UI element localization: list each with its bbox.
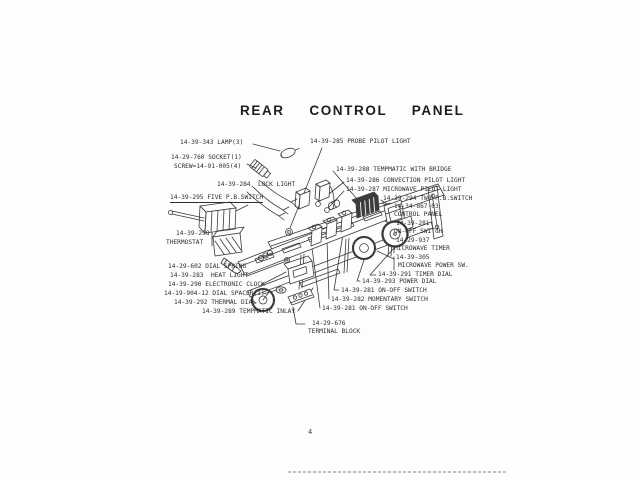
callout-tempmatic-inlay: 14-39-289 TEMPMATIC INLAY [202,308,296,315]
callout-momentary-switch: 14-39-282 MOMENTARY SWITCH [331,296,428,303]
callout-thermostat-name: THERMOSTAT [166,239,204,246]
lamp-drawing [279,145,300,160]
callout-terminal-block-name: TERMINAL BLOCK [308,328,361,335]
dial-spacer-drawing [276,287,286,293]
callout-on-off-switch-a-name: ON-OFF SWITCH [394,228,443,235]
page-number: 4 [308,428,313,436]
callout-control-panel-name: CONTROL PANEL [394,211,443,218]
callout-timer-dial: 14-39-291 TIMER DIAL [378,271,453,278]
callout-socket: 14-29-760 SOCKET(1) [171,154,242,161]
callout-convection-pilot-light: 14-39-286 CONVECTION PILOT LIGHT [346,177,466,184]
callout-two-pb-switch: 14-39-294 TWO P.B.SWITCH [383,195,473,202]
callout-microwave-power-number: 14-39-305 [396,254,430,261]
callout-control-panel-number: 14-34-867-03 [394,203,439,210]
callout-dial-spring: 14-29-602 DIAL SPRING [168,263,247,270]
probe-pilot-drawing [286,229,293,236]
callout-microwave-power-name: MICROWAVE POWER SW. [398,262,469,269]
callout-electronic-clock: 14-39-290 ELECTRONIC CLOCK [168,281,265,288]
callout-microwave-timer-name: MICROWAVE TIMER [394,245,450,252]
heat-light-drawing [286,259,288,261]
callout-thermal-dial: 14-39-292 THERMAL DIAL [174,299,256,306]
callout-tempmatic-with-bridge: 14-39-288 TEMPMATIC WITH BRIDGE [336,166,452,173]
lock-light-drawing [328,200,339,210]
upper-switch-drawing [295,180,330,209]
callout-on-off-switch-a-number: 14-39-281 [396,220,430,227]
callout-terminal-block-number: 14-29-676 [312,320,346,327]
probe-pilot-drawing [288,231,291,234]
power-dial-drawing [353,237,375,259]
callout-power-dial: 14-39-293 POWER DIAL [362,278,437,285]
socket-drawing [249,159,271,179]
callout-on-off-switch-b: 14-39-281 ON-OFF SWITCH [341,287,427,294]
scan-artifact [288,471,506,473]
callout-microwave-timer-number: 14-29-937 [396,237,430,244]
callout-lamp: 14-39-343 LAMP(3) [180,139,244,146]
callout-microwave-pilot-light: 14-39-287 MICROWAVE PILOT LIGHT [346,186,462,193]
callout-lock-light: 14-39-284 LOCK LIGHT [217,181,296,188]
callout-screw: SCREW=14-91-005(4) [174,163,242,170]
callout-heat-light: 14-39-283 HEAT LIGHT [170,272,249,279]
convection-pilot-drawing [316,202,321,207]
page-title: REAR CONTROL PANEL [240,103,465,118]
callout-five-pb-switch: 14-39-295 FIVE P.B.SWITCH [170,194,264,201]
callout-on-off-switch-c: 14-39-281 ON-OFF SWITCH [322,305,408,312]
terminal-block-drawing [288,289,314,305]
callout-probe-pilot-light: 14-39-285 PROBE PILOT LIGHT [310,138,411,145]
callout-thermostat-number: 14-39-298 [176,230,210,237]
five-pb-switch-drawing [169,202,237,233]
callout-dial-spacer: 14-19-904-12 DIAL SPACER(1) [164,290,265,297]
